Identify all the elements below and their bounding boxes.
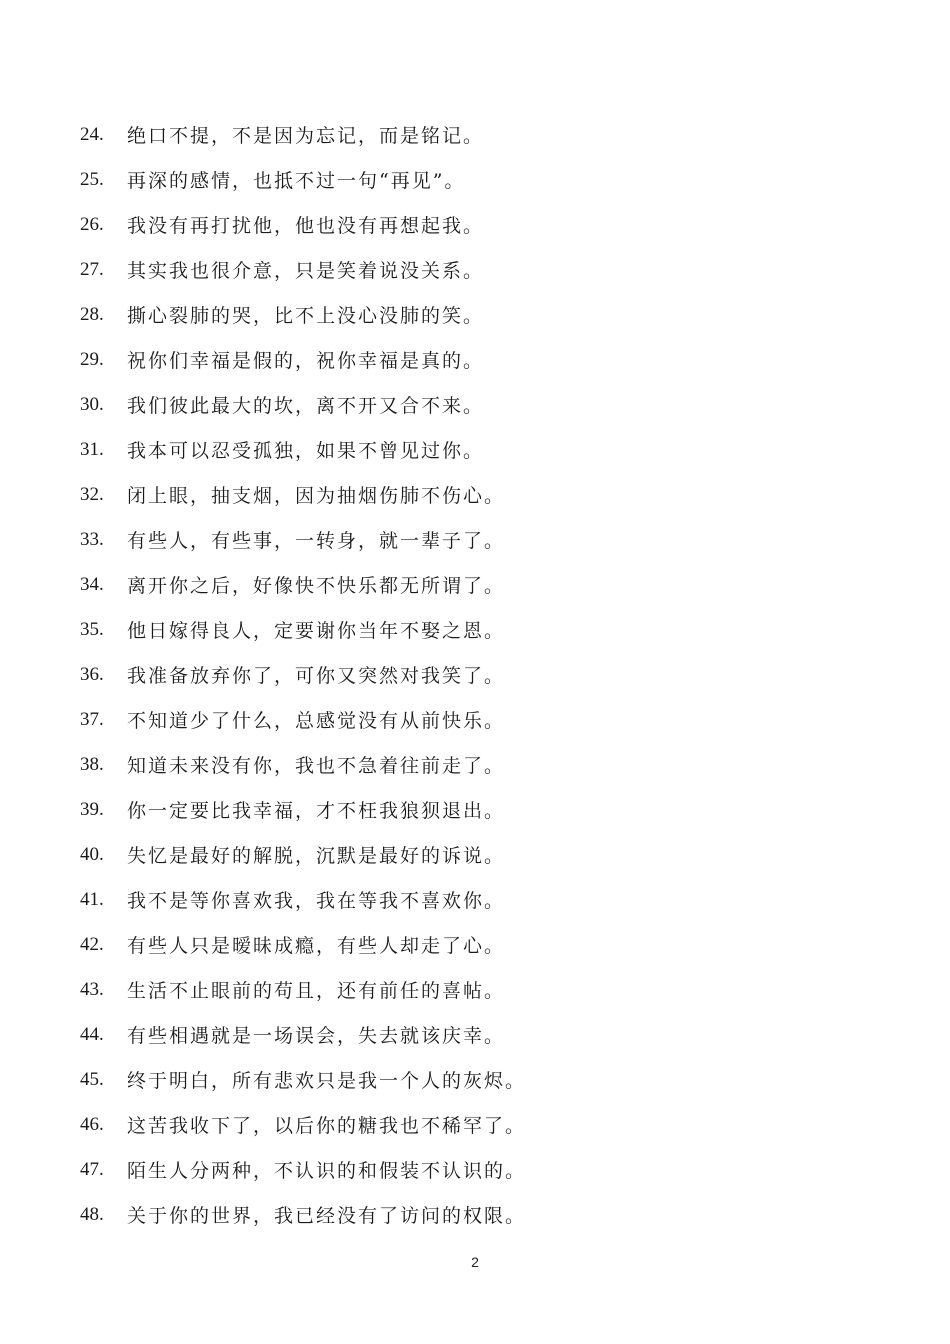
item-text: 我没有再打扰他，他也没有再想起我。 bbox=[127, 215, 485, 237]
list-item bbox=[80, 202, 880, 247]
item-number: 35. bbox=[80, 618, 104, 640]
item-number: 28. bbox=[80, 303, 104, 325]
item-number: 37. bbox=[80, 708, 104, 730]
item-number: 46. bbox=[80, 1113, 104, 1135]
list-item bbox=[80, 472, 880, 517]
item-text: 生活不止眼前的苟且，还有前任的喜帖。 bbox=[127, 980, 506, 1002]
item-text: 我本可以忍受孤独，如果不曾见过你。 bbox=[127, 440, 485, 462]
item-number: 31. bbox=[80, 438, 104, 460]
item-text: 绝口不提，不是因为忘记，而是铭记。 bbox=[127, 125, 485, 147]
item-text: 有些人只是暧昧成瘾，有些人却走了心。 bbox=[127, 935, 506, 957]
item-number: 39. bbox=[80, 798, 104, 820]
item-number: 40. bbox=[80, 843, 104, 865]
item-number: 44. bbox=[80, 1023, 104, 1045]
list-item bbox=[80, 607, 880, 652]
page-number: 2 bbox=[471, 1254, 479, 1270]
item-text: 有些相遇就是一场误会，失去就该庆幸。 bbox=[127, 1025, 506, 1047]
list-item bbox=[80, 1192, 880, 1237]
item-text: 这苦我收下了，以后你的糖我也不稀罕了。 bbox=[127, 1115, 527, 1137]
item-number: 26. bbox=[80, 213, 104, 235]
list-item bbox=[80, 1057, 880, 1102]
item-number: 25. bbox=[80, 168, 104, 190]
item-text: 再深的感情，也抵不过一句“再见”。 bbox=[127, 170, 466, 192]
list-item bbox=[80, 1012, 880, 1057]
item-text: 我们彼此最大的坎，离不开又合不来。 bbox=[127, 395, 485, 417]
item-number: 32. bbox=[80, 483, 104, 505]
item-text: 他日嫁得良人，定要谢你当年不娶之恩。 bbox=[127, 620, 506, 642]
item-text: 陌生人分两种，不认识的和假装不认识的。 bbox=[127, 1160, 527, 1182]
item-text: 关于你的世界，我已经没有了访问的权限。 bbox=[127, 1205, 527, 1227]
list-item bbox=[80, 742, 880, 787]
list-item bbox=[80, 967, 880, 1012]
item-number: 48. bbox=[80, 1203, 104, 1225]
item-text: 有些人，有些事，一转身，就一辈子了。 bbox=[127, 530, 506, 552]
list-item bbox=[80, 922, 880, 967]
item-number: 30. bbox=[80, 393, 104, 415]
list-item bbox=[80, 787, 880, 832]
quote-list bbox=[80, 112, 880, 1237]
item-number: 29. bbox=[80, 348, 104, 370]
item-text: 其实我也很介意，只是笑着说没关系。 bbox=[127, 260, 485, 282]
list-item bbox=[80, 157, 880, 202]
item-text: 撕心裂肺的哭，比不上没心没肺的笑。 bbox=[127, 305, 485, 327]
list-item bbox=[80, 832, 880, 877]
list-item bbox=[80, 562, 880, 607]
list-item bbox=[80, 292, 880, 337]
item-number: 38. bbox=[80, 753, 104, 775]
item-number: 34. bbox=[80, 573, 104, 595]
item-number: 45. bbox=[80, 1068, 104, 1090]
list-item bbox=[80, 337, 880, 382]
list-item bbox=[80, 697, 880, 742]
item-number: 24. bbox=[80, 123, 104, 145]
item-number: 43. bbox=[80, 978, 104, 1000]
list-item bbox=[80, 427, 880, 472]
list-item bbox=[80, 247, 880, 292]
list-item bbox=[80, 382, 880, 427]
item-number: 36. bbox=[80, 663, 104, 685]
list-item bbox=[80, 877, 880, 922]
item-number: 47. bbox=[80, 1158, 104, 1180]
item-text: 闭上眼，抽支烟，因为抽烟伤肺不伤心。 bbox=[127, 485, 506, 507]
item-text: 失忆是最好的解脱，沉默是最好的诉说。 bbox=[127, 845, 506, 867]
list-item bbox=[80, 1147, 880, 1192]
item-text: 不知道少了什么，总感觉没有从前快乐。 bbox=[127, 710, 506, 732]
item-text: 祝你们幸福是假的，祝你幸福是真的。 bbox=[127, 350, 485, 372]
item-text: 我不是等你喜欢我，我在等我不喜欢你。 bbox=[127, 890, 506, 912]
item-text: 知道未来没有你，我也不急着往前走了。 bbox=[127, 755, 506, 777]
item-number: 33. bbox=[80, 528, 104, 550]
list-item bbox=[80, 517, 880, 562]
item-number: 27. bbox=[80, 258, 104, 280]
list-item bbox=[80, 1102, 880, 1147]
list-item bbox=[80, 112, 880, 157]
item-text: 离开你之后，好像快不快乐都无所谓了。 bbox=[127, 575, 506, 597]
list-item bbox=[80, 652, 880, 697]
item-text: 终于明白，所有悲欢只是我一个人的灰烬。 bbox=[127, 1070, 527, 1092]
item-text: 你一定要比我幸福，才不枉我狼狈退出。 bbox=[127, 800, 506, 822]
item-text: 我准备放弃你了，可你又突然对我笑了。 bbox=[127, 665, 506, 687]
item-number: 41. bbox=[80, 888, 104, 910]
item-number: 42. bbox=[80, 933, 104, 955]
